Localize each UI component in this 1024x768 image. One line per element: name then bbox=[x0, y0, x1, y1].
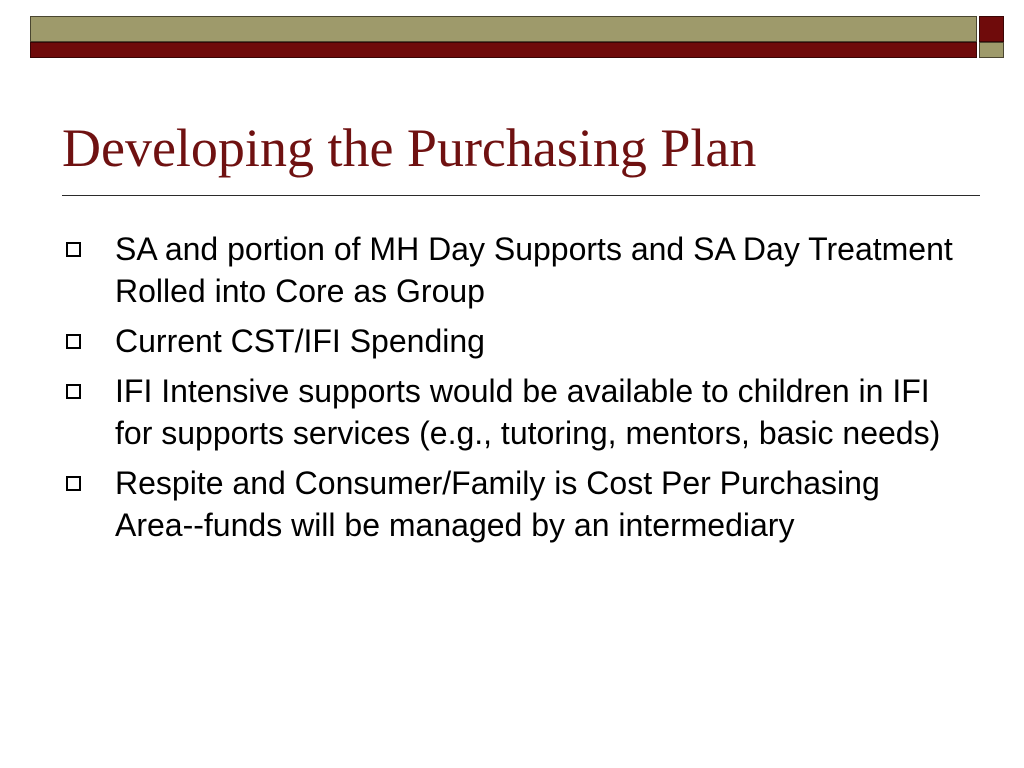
header-square-maroon bbox=[979, 16, 1004, 42]
bullet-item bbox=[0, 228, 1024, 312]
slide-title: Developing the Purchasing Plan bbox=[62, 118, 757, 178]
bullet-text: IFI Intensive supports would be available to children in IFI for supports services (e.g., tutoring, mentors, basic needs) bbox=[115, 373, 941, 451]
bullet-item bbox=[0, 370, 1024, 454]
hollow-square-bullet-icon bbox=[66, 384, 81, 399]
header-square-olive bbox=[979, 42, 1004, 58]
bullet-item bbox=[0, 320, 1024, 362]
bullet-text: Current CST/IFI Spending bbox=[115, 323, 485, 359]
title-divider bbox=[62, 195, 980, 196]
hollow-square-bullet-icon bbox=[66, 242, 81, 257]
bullet-list bbox=[0, 228, 1024, 554]
hollow-square-bullet-icon bbox=[66, 476, 81, 491]
hollow-square-bullet-icon bbox=[66, 334, 81, 349]
bullet-text: Respite and Consumer/Family is Cost Per Purchasing Area--funds will be managed by an intermediary bbox=[115, 465, 880, 543]
bullet-text: SA and portion of MH Day Supports and SA Day Treatment Rolled into Core as Group bbox=[115, 231, 953, 309]
bullet-item bbox=[0, 462, 1024, 546]
header-bar-maroon bbox=[30, 42, 977, 58]
header-bar-olive bbox=[30, 16, 977, 42]
